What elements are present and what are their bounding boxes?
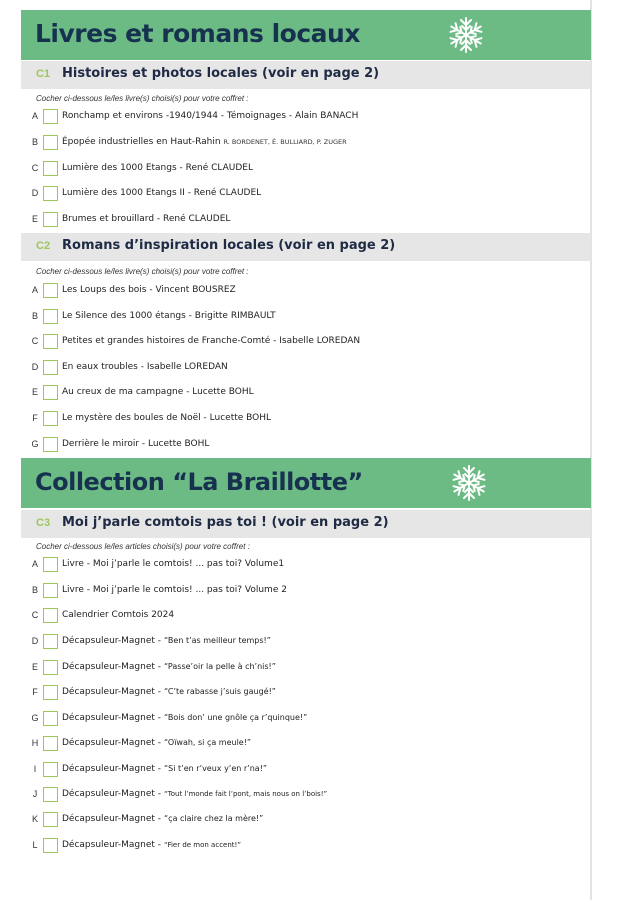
item-quote: “C’te rabasse j’suis gaugé!” [164,687,276,696]
item-title: Décapsuleur-Magnet - [62,713,162,723]
item-letter: I [33,764,37,774]
item-quote: “Bois don’ une gnôle ça r’quinque!” [164,713,308,722]
list-item [21,710,586,728]
checkbox[interactable] [43,360,58,375]
item-letter: A [31,559,38,569]
list-item [21,633,586,651]
checkbox[interactable] [43,411,58,426]
item-label [62,713,307,723]
subsection-code: C3 [36,517,51,529]
item-title: Décapsuleur-Magnet - [62,738,162,748]
checkbox[interactable] [43,787,58,802]
item-label: Le Silence des 1000 étangs - Brigitte RIMBAULT [62,311,276,321]
item-title: Décapsuleur-Magnet - [62,687,162,697]
item-letter: F [32,687,38,697]
item-letter: E [31,387,38,397]
item-letter: C [31,163,39,173]
checkbox[interactable] [43,109,58,124]
item-letter: H [31,738,39,748]
list-item [21,607,586,625]
item-title: Décapsuleur-Magnet - [62,764,162,774]
item-quote: “Passe’oir la pelle à ch’nis!” [164,662,276,671]
item-label [62,636,271,646]
list-item [21,282,586,300]
subsection-header-c2 [21,233,591,261]
subsection-title: Histoires et photos locales (voir en page 2) [62,66,380,81]
list-item [21,185,586,203]
item-letter: K [31,814,38,824]
item-label: Livre - Moi j’parle le comtois! ... pas toi? Volume1 [62,559,285,569]
item-letter: F [32,413,38,423]
item-title: Décapsuleur-Magnet - [62,662,162,672]
item-title: Décapsuleur-Magnet - [62,840,162,850]
list-item [21,333,586,351]
item-letter: L [32,840,38,850]
checkbox[interactable] [43,711,58,726]
item-authors: R. BORDENET, É. BULLIARD, P. ZUGER [223,138,347,146]
item-label: Les Loups des bois - Vincent BOUSREZ [62,285,236,295]
section-header-livres [21,10,591,60]
item-label: Derrière le miroir - Lucette BOHL [62,439,210,449]
item-title: Décapsuleur-Magnet - [62,789,162,799]
subsection-title: Moi j’parle comtois pas toi ! (voir en page 2) [62,515,389,530]
item-title: Décapsuleur-Magnet - [62,636,162,646]
checkbox[interactable] [43,385,58,400]
item-label: Brumes et brouillard - René CLAUDEL [62,214,231,224]
subsection-title: Romans d’inspiration locales (voir en page 2) [62,238,396,253]
checkbox[interactable] [43,186,58,201]
list-item [21,211,586,229]
list-item [21,786,586,804]
instruction-text: Cocher ci-dessous le/les articles choisi(s) pour votre coffret : [36,542,250,551]
section-header-braillotte [21,458,591,508]
instruction-text: Cocher ci-dessous le/les livre(s) choisi(s) pour votre coffret : [36,94,249,103]
checkbox[interactable] [43,812,58,827]
item-label [62,764,267,774]
item-quote: “Oïwah, si ça meule!” [164,738,252,747]
item-letter: C [31,610,39,620]
checkbox[interactable] [43,583,58,598]
subsection-header-c3 [21,510,591,538]
item-quote: “Si t’en r’veux y’en r’na!” [164,764,268,773]
item-quote: “Ben t’as meilleur temps!” [164,636,271,645]
checkbox[interactable] [43,838,58,853]
item-label [62,738,251,748]
item-label: Petites et grandes histoires de Franche-Comté - Isabelle LOREDAN [62,336,361,346]
item-quote: “ça claire chez la mère!” [164,814,264,823]
list-item [21,684,586,702]
item-quote: “Fier de mon accent!” [164,841,241,849]
item-letter: B [31,137,38,147]
item-label: Au creux de ma campagne - Lucette BOHL [62,387,254,397]
checkbox[interactable] [43,685,58,700]
list-item [21,582,586,600]
item-letter: D [31,636,39,646]
item-letter: D [31,362,39,372]
checkbox[interactable] [43,736,58,751]
item-label [62,814,263,824]
section-title: Collection “La Braillotte” [35,468,363,496]
list-item [21,659,586,677]
checkbox[interactable] [43,634,58,649]
item-label [62,687,276,697]
item-letter: A [31,285,38,295]
list-item [21,735,586,753]
item-letter: J [32,789,38,799]
list-item [21,134,586,152]
subsection-code: C2 [36,240,51,252]
list-item [21,308,586,326]
list-item [21,410,586,428]
instruction-text: Cocher ci-dessous le/les livre(s) choisi(s) pour votre coffret : [36,267,249,276]
list-item [21,556,586,574]
list-item [21,436,586,454]
item-title: Décapsuleur-Magnet - [62,814,162,824]
checkbox[interactable] [43,334,58,349]
checkbox[interactable] [43,283,58,298]
checkbox[interactable] [43,608,58,623]
subsection-header-c1 [21,61,591,89]
checkbox[interactable] [43,212,58,227]
item-label: Lumière des 1000 Etangs II - René CLAUDEL [62,188,262,198]
checkbox[interactable] [43,557,58,572]
item-letter: G [31,713,39,723]
snowflake-icon [446,15,486,55]
checkbox[interactable] [43,309,58,324]
page-edge [590,0,592,900]
checkbox[interactable] [43,437,58,452]
subsection-code: C1 [36,68,51,80]
item-letter: E [31,214,38,224]
list-item [21,108,586,126]
item-title: Épopée industrielles en Haut-Rahin [62,137,221,147]
item-label [62,662,276,672]
list-item [21,811,586,829]
checkbox[interactable] [43,161,58,176]
item-label [62,137,347,147]
item-letter: G [31,439,39,449]
list-item [21,384,586,402]
list-item [21,359,586,377]
item-label: En eaux troubles - Isabelle LOREDAN [62,362,228,372]
section-title: Livres et romans locaux [35,19,360,48]
item-label [62,840,241,850]
item-label: Le mystère des boules de Noël - Lucette BOHL [62,413,272,423]
item-label [62,789,327,799]
item-letter: D [31,188,39,198]
snowflake-icon [449,463,489,503]
item-label: Livre - Moi j’parle le comtois! ... pas toi? Volume 2 [62,585,287,595]
item-letter: A [31,111,38,121]
checkbox[interactable] [43,135,58,150]
checkbox[interactable] [43,762,58,777]
item-letter: B [31,585,38,595]
checkbox[interactable] [43,660,58,675]
item-label: Calendrier Comtois 2024 [62,610,175,620]
item-letter: C [31,336,39,346]
list-item [21,761,586,779]
item-quote: “Tout l’monde fait l’pont, mais nous on l’bois!” [164,790,328,798]
item-label: Lumière des 1000 Etangs - René CLAUDEL [62,163,254,173]
item-letter: B [31,311,38,321]
item-label: Ronchamp et environs -1940/1944 - Témoignages - Alain BANACH [62,111,359,121]
list-item [21,160,586,178]
item-letter: E [31,662,38,672]
list-item [21,837,586,855]
